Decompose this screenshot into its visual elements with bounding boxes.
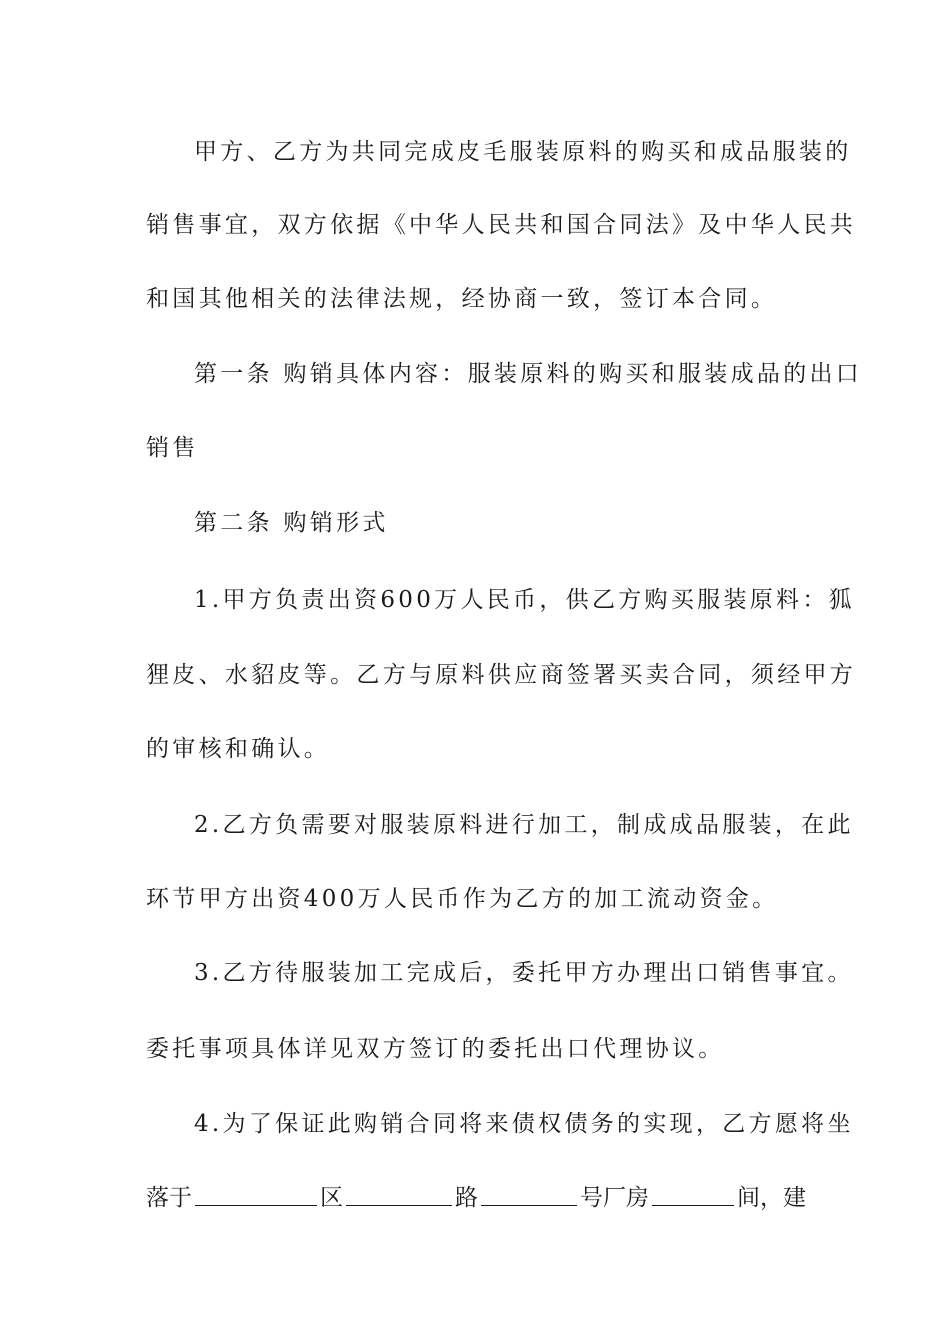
text-jian-jian: 间，建 [737,1185,806,1211]
preamble-line-3: 和国其他相关的法律法规，经协商一致，签订本合同。 [146,286,778,312]
article-1-line-1: 第一条 购销具体内容：服装原料的购买和服装成品的出口 [194,361,863,387]
article-2-heading: 第二条 购销形式 [194,510,389,536]
item-1-line-1: 1.甲方负责出资600万人民币，供乙方购买服装原料：狐 [194,587,855,613]
text-qu: 区 [320,1185,343,1211]
preamble-line-2: 销售事宜，双方依据《中华人民共和国合同法》及中华人民共 [146,212,857,238]
blank-rooms-field[interactable] [652,1183,734,1206]
item-2-line-2: 环节甲方出资400万人民币作为乙方的加工流动资金。 [146,886,779,912]
item-1-line-3: 的审核和确认。 [146,736,331,762]
text-luo-yu: 落于 [146,1185,192,1211]
blank-number-field[interactable] [481,1183,577,1206]
item-3-line-2: 委托事项具体详见双方签订的委托出口代理协议。 [146,1036,725,1062]
blank-road-field[interactable] [346,1183,452,1206]
article-1-line-2: 销售 [146,435,199,461]
preamble-line-1: 甲方、乙方为共同完成皮毛服装原料的购买和成品服装的 [194,139,852,165]
item-4-line-2 [146,1183,806,1213]
text-lu: 路 [455,1185,478,1211]
item-2-line-1: 2.乙方负需要对服装原料进行加工，制成成品服装，在此 [194,812,854,838]
item-3-line-1: 3.乙方待服装加工完成后，委托甲方办理出口销售事宜。 [194,960,854,986]
item-4-line-1: 4.为了保证此购销合同将来债权债务的实现，乙方愿将坐 [194,1111,854,1137]
blank-district-field[interactable] [195,1183,317,1206]
item-1-line-2: 狸皮、水貂皮等。乙方与原料供应商签署买卖合同，须经甲方 [146,662,857,688]
text-hao-changfang: 号厂房 [580,1185,649,1211]
